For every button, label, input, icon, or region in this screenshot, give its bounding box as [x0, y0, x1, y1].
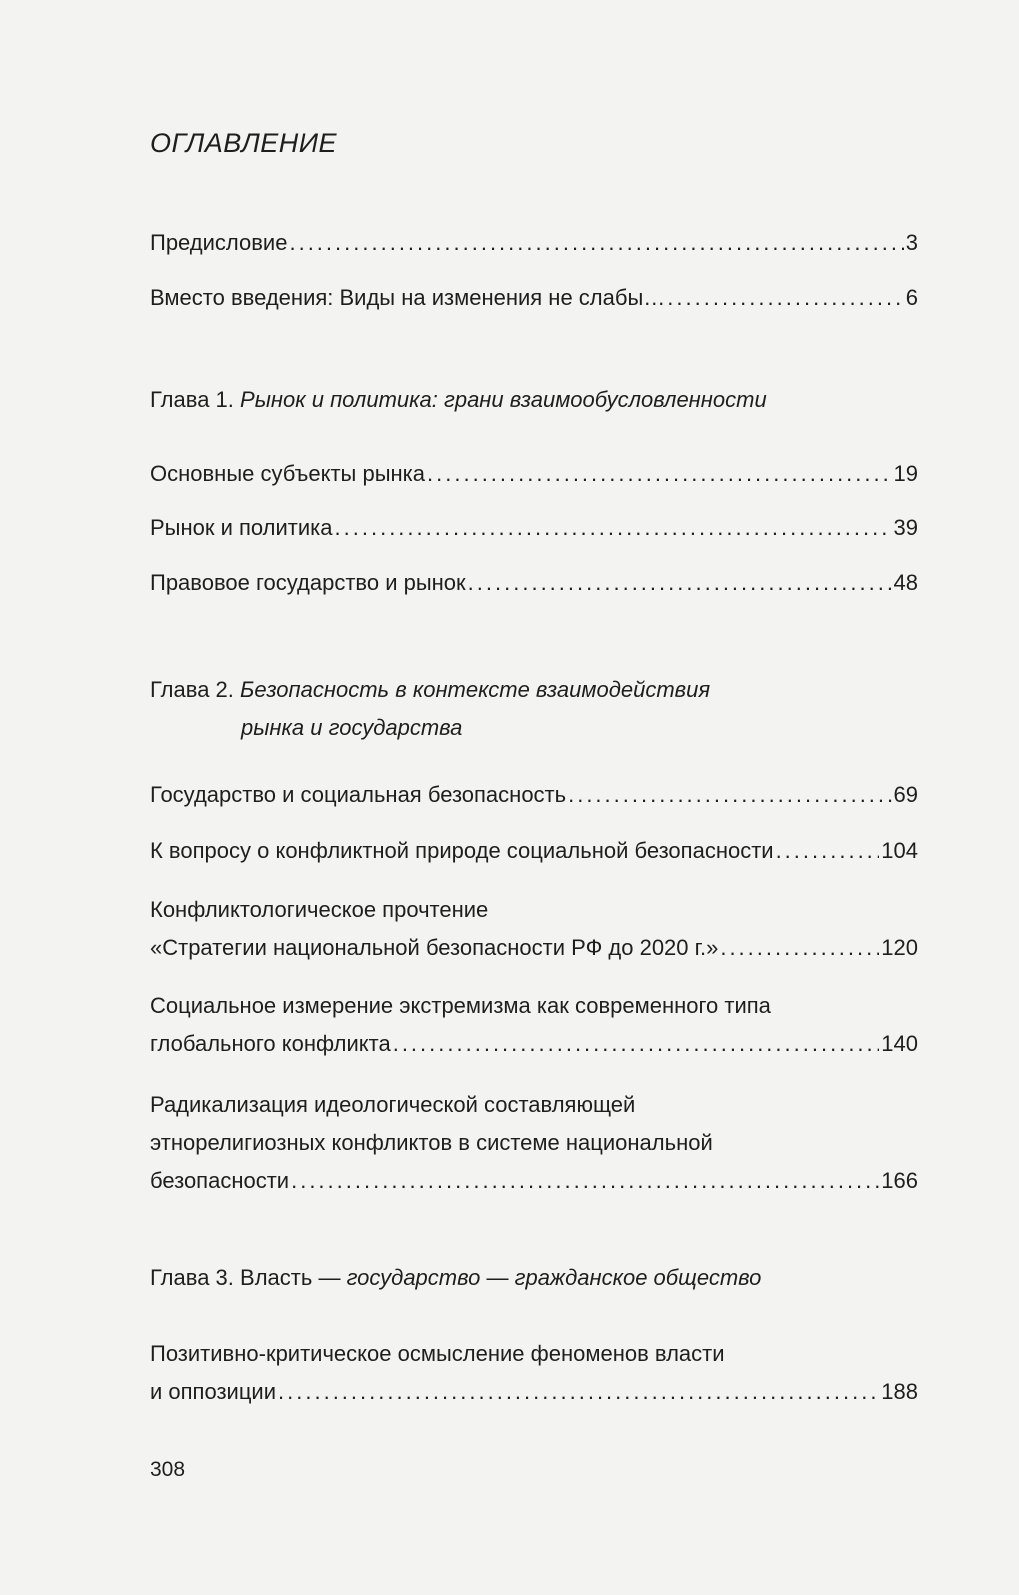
toc-entry-introduction[interactable] [150, 279, 918, 317]
toc-entry[interactable] [150, 1086, 918, 1200]
toc-entry[interactable] [150, 776, 918, 814]
toc-entry-title: К вопросу о конфликтной природе социальной безопасности [150, 838, 774, 863]
toc-entry-page: 120 [881, 935, 918, 960]
toc-entry-page: 6 [905, 285, 918, 310]
leader-dots [468, 564, 892, 602]
chapter-title-line2: рынка и государства [241, 715, 463, 740]
chapter-title-part: государство [346, 1265, 481, 1290]
toc-entry-title-line: Социальное измерение экстремизма как современного типа [150, 993, 771, 1018]
toc-entry-page: 166 [881, 1168, 918, 1193]
toc-entry-title: безопасности [150, 1168, 290, 1193]
toc-entry-page: 39 [893, 515, 918, 540]
chapter-label: Глава 1. [150, 387, 234, 412]
chapter-2-heading [150, 671, 710, 747]
leader-dots [720, 929, 879, 967]
toc-entry-page: 69 [893, 782, 918, 807]
chapter-title-dash: — [486, 1265, 509, 1290]
toc-entry-page: 48 [893, 570, 918, 595]
toc-entry-title-line: Позитивно-критическое осмысление феноменов власти [150, 1341, 725, 1366]
chapter-title: Рынок и политика: грани взаимообусловленности [240, 387, 767, 412]
toc-entry-title-line: Радикализация идеологической составляющей [150, 1092, 636, 1117]
leader-dots [667, 279, 903, 317]
leader-dots [278, 1373, 879, 1411]
toc-entry-title: и оппозиции [150, 1379, 277, 1404]
leader-dots [291, 1162, 879, 1200]
chapter-label: Глава 3. [150, 1265, 234, 1290]
toc-entry-title: Предисловие [150, 230, 288, 255]
toc-heading: ОГЛАВЛЕНИЕ [150, 128, 338, 158]
page-number: 308 [150, 1458, 186, 1481]
toc-entry[interactable] [150, 987, 918, 1063]
toc-entry-title: «Стратегии национальной безопасности РФ до 2020 г.» [150, 935, 719, 960]
leader-dots [568, 776, 891, 814]
chapter-title-dash: — [318, 1265, 341, 1290]
chapter-title: Безопасность в контексте взаимодействия [240, 677, 711, 702]
toc-entry-page: 19 [893, 461, 918, 486]
toc-entry-title: Правовое государство и рынок [150, 570, 466, 595]
toc-entry-title: Вместо введения: Виды на изменения не слабы… [150, 285, 666, 310]
toc-entry[interactable] [150, 455, 918, 493]
leader-dots [776, 832, 880, 870]
toc-entry-title: глобального конфликта [150, 1031, 391, 1056]
toc-entry-page: 104 [881, 838, 918, 863]
leader-dots [393, 1025, 880, 1063]
toc-entry-title: Государство и социальная безопасность [150, 782, 567, 807]
toc-entry-title: Рынок и политика [150, 515, 333, 540]
toc-entry-title: Основные субъекты рынка [150, 461, 426, 486]
toc-entry-title-line: этнорелигиозных конфликтов в системе национальной [150, 1130, 713, 1155]
toc-entry-page: 188 [881, 1379, 918, 1404]
toc-entry[interactable] [150, 1335, 918, 1411]
toc-entry[interactable] [150, 832, 918, 870]
chapter-1-heading [150, 381, 767, 419]
chapter-label: Глава 2. [150, 677, 234, 702]
toc-entry-preface[interactable] [150, 224, 918, 262]
toc-entry-page: 3 [905, 230, 918, 255]
chapter-title-part: Власть [240, 1265, 313, 1290]
toc-entry[interactable] [150, 564, 918, 602]
chapter-title-part: гражданское общество [514, 1265, 762, 1290]
toc-entry-title-line: Конфликтологическое прочтение [150, 897, 489, 922]
leader-dots [289, 224, 903, 262]
toc-entry-page: 140 [881, 1031, 918, 1056]
chapter-3-heading [150, 1259, 761, 1297]
toc-entry[interactable] [150, 891, 918, 967]
leader-dots [427, 455, 892, 493]
toc-entry[interactable] [150, 509, 918, 547]
leader-dots [335, 509, 892, 547]
